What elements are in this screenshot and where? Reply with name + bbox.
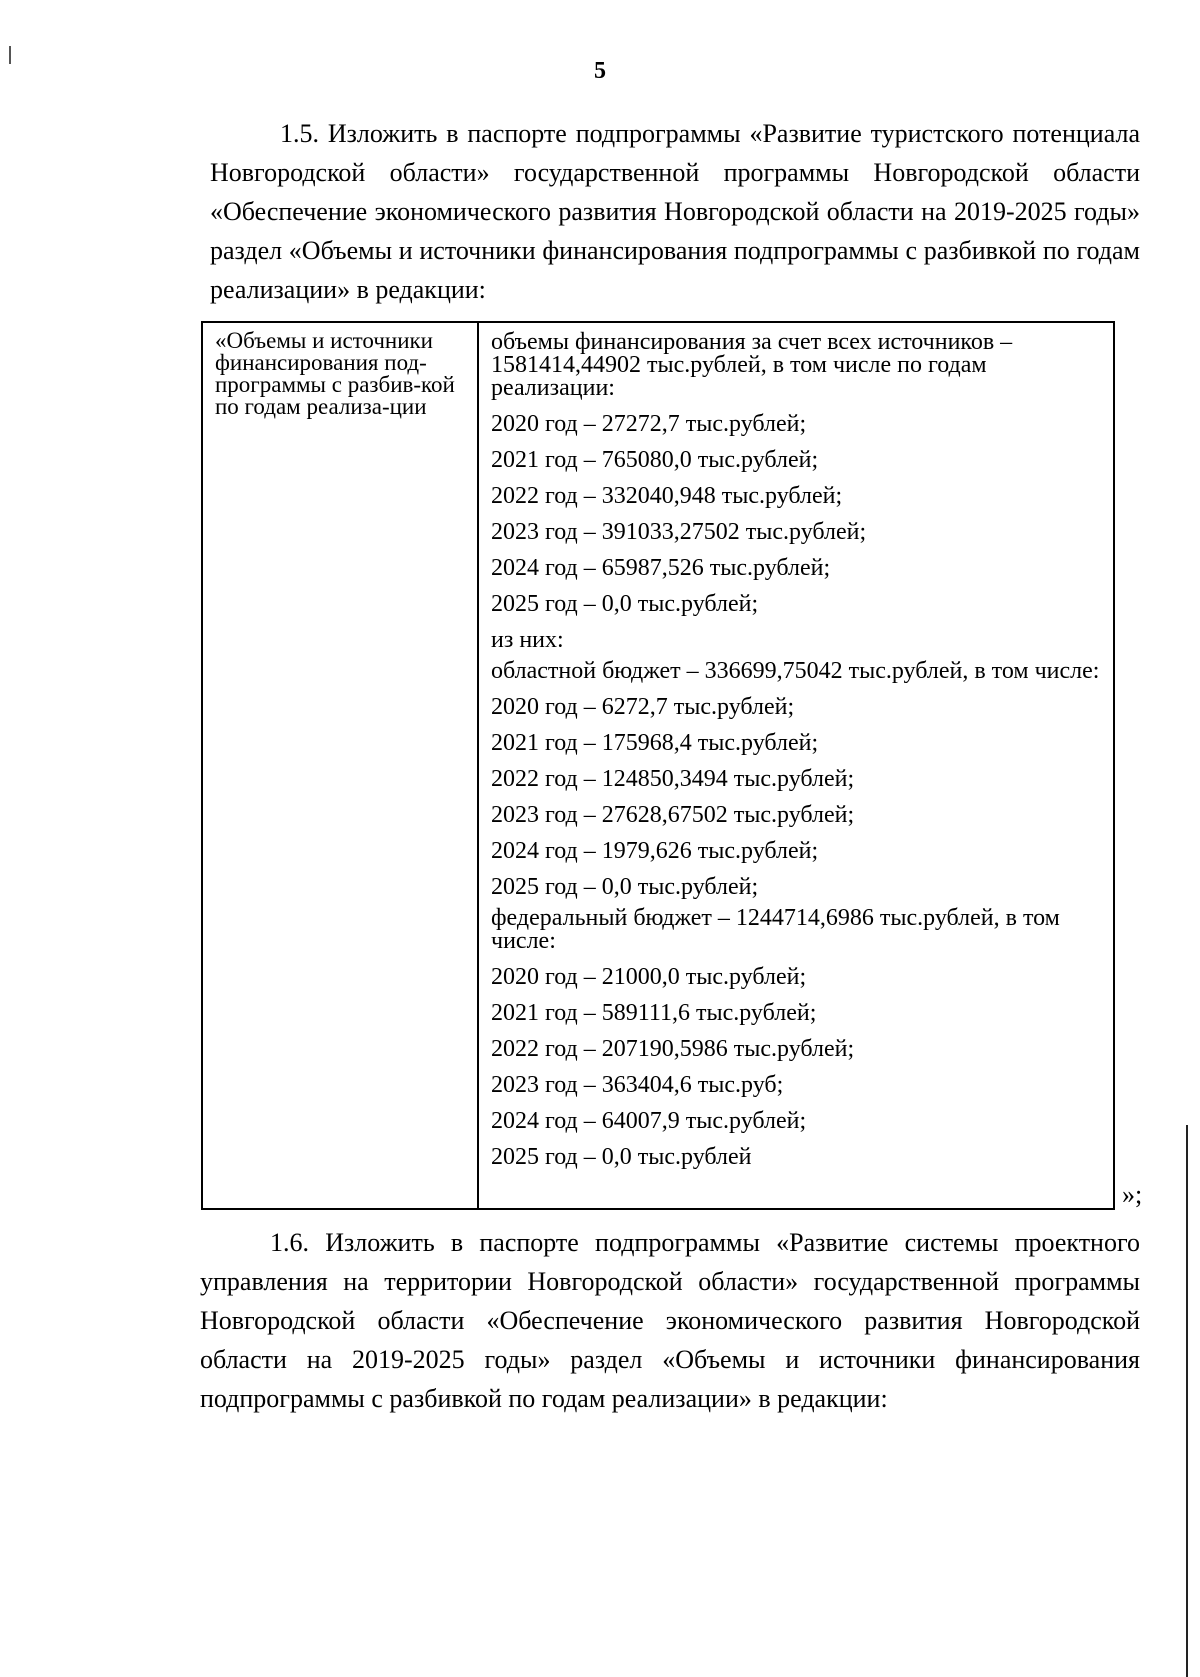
closing-quote: »; — [1122, 1180, 1143, 1209]
table-row: 2024 год – 1979,626 тыс.рублей; — [491, 838, 819, 864]
table-row: 2023 год – 363404,6 тыс.руб; — [491, 1072, 784, 1098]
table-row: объемы финансирования за счет всех источников – 1581414,44902 тыс.рублей, в том числе по годам реализации: — [491, 329, 1013, 401]
table-row: федеральный бюджет – 1244714,6986 тыс.рублей, в том числе: — [491, 905, 1060, 954]
table-row: 2021 год – 765080,0 тыс.рублей; — [491, 447, 819, 473]
financing-table — [201, 321, 1115, 1210]
table-row: 2020 год – 21000,0 тыс.рублей; — [491, 964, 807, 990]
table-row: из них: — [491, 627, 564, 653]
table-row: 2023 год – 27628,67502 тыс.рублей; — [491, 802, 855, 828]
table-row: 2025 год – 0,0 тыс.рублей; — [491, 874, 759, 900]
table-row: 2024 год – 64007,9 тыс.рублей; — [491, 1108, 807, 1134]
table-row: 2024 год – 65987,526 тыс.рублей; — [491, 555, 831, 581]
table-row: 2020 год – 6272,7 тыс.рублей; — [491, 694, 795, 720]
scan-edge-line — [1186, 1125, 1188, 1677]
table-row: 2025 год – 0,0 тыс.рублей — [491, 1144, 752, 1170]
table-row: 2025 год – 0,0 тыс.рублей; — [491, 591, 759, 617]
paragraph-1-6: 1.6. Изложить в паспорте подпрограммы «Развитие системы проектного управления на территории Новгородской области» государственной программы Новгородской области «Обеспечение экономического развития Новгородской области на 2019-2025 годы» раздел «Объемы и источники финансирования подпрограммы с разбивкой по годам реализации» в редакции: — [200, 1228, 1140, 1413]
table-row: 2023 год – 391033,27502 тыс.рублей; — [491, 519, 867, 545]
table-right-cell — [479, 323, 1113, 1208]
table-row: 2022 год – 207190,5986 тыс.рублей; — [491, 1036, 855, 1062]
table-row: областной бюджет – 336699,75042 тыс.рублей, в том числе: — [491, 658, 1100, 684]
table-row: 2021 год – 589111,6 тыс.рублей; — [491, 1000, 817, 1026]
table-row: 2022 год – 332040,948 тыс.рублей; — [491, 483, 843, 509]
table-row: 2022 год – 124850,3494 тыс.рублей; — [491, 766, 855, 792]
table-row: 2021 год – 175968,4 тыс.рублей; — [491, 730, 819, 756]
page-number: 5 — [594, 58, 606, 84]
paragraph-1-5: 1.5. Изложить в паспорте подпрограммы «Развитие туристского потенциала Новгородской области» государственной программы Новгородской области «Обеспечение экономического развития Новгородской области на 2019-2025 годы» раздел «Объемы и источники финансирования подпрограммы с разбивкой по годам реализации» в редакции: — [210, 119, 1140, 304]
table-left-cell: «Объемы и источники финансирования под-программы с разбив-кой по годам реализа-ции — [203, 323, 479, 1208]
table-row: 2020 год – 27272,7 тыс.рублей; — [491, 411, 807, 437]
